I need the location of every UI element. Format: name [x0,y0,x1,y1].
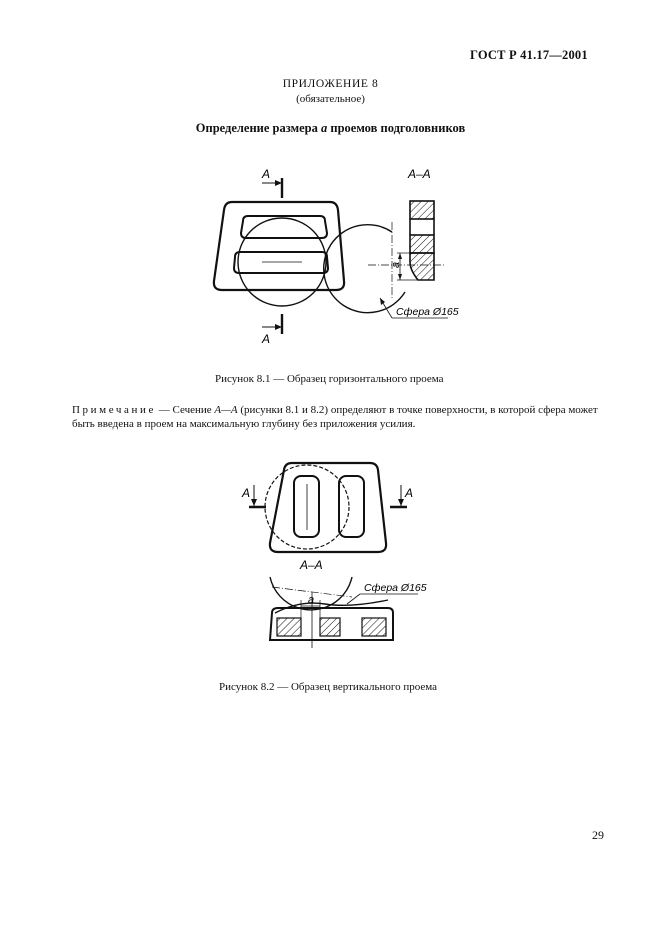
figure-8-1-drawing [200,160,470,350]
note-section-ref: A—A [214,404,238,416]
section-label-2: A–A [300,558,323,572]
headrest-outline-front-2 [270,463,386,552]
dim-label-a-2: a [308,594,315,606]
section-label: A–A [408,167,431,181]
figure-8-1-caption: Рисунок 8.1 — Образец горизонтального проема [215,373,444,385]
cut-label-left: A [242,486,251,500]
appendix-status: (обязательное) [296,93,365,105]
note-text: (рисунки 8.1 и 8.2) определяют в точке поверхности, в которой сфера может быть введена в проем на максимальную глубину без приложения усилия. [72,404,598,430]
heading-text-pre: Определение размера [195,121,321,135]
sphere-leader-2 [347,594,360,604]
surface-curve-2 [275,600,388,613]
page-number: 29 [592,828,604,842]
note-label: Примечание [72,404,156,416]
cut-label-bottom: A [262,332,271,346]
section-upper-part [410,201,434,219]
cut-label-right: A [405,486,414,500]
section-hatch-right [362,618,386,636]
section-hatch-mid [320,618,340,636]
dim-label-a: a [390,261,402,268]
upper-opening [241,216,327,238]
section-lower-part [410,253,434,280]
heading-text-post: проемов подголовников [327,121,466,135]
figure-8-2-caption: Рисунок 8.2 — Образец вертикального проема [219,681,438,693]
section-hatch-left [277,618,301,636]
note-paragraph [72,404,602,431]
standard-number: ГОСТ Р 41.17—2001 [470,48,588,62]
section-middle-part [410,235,434,253]
appendix-title: ПРИЛОЖЕНИЕ 8 [282,78,379,90]
appendix-heading [0,121,661,136]
note-dash: — Сечение [155,404,215,416]
heading-variable: a [321,121,328,135]
sphere-label-2: Сфера Ø165 [364,582,427,594]
cut-label-top: A [262,167,271,181]
lower-opening [234,252,328,273]
sphere-label: Сфера Ø165 [396,306,459,318]
left-opening [294,476,319,537]
figure-8-2-drawing [230,455,430,655]
